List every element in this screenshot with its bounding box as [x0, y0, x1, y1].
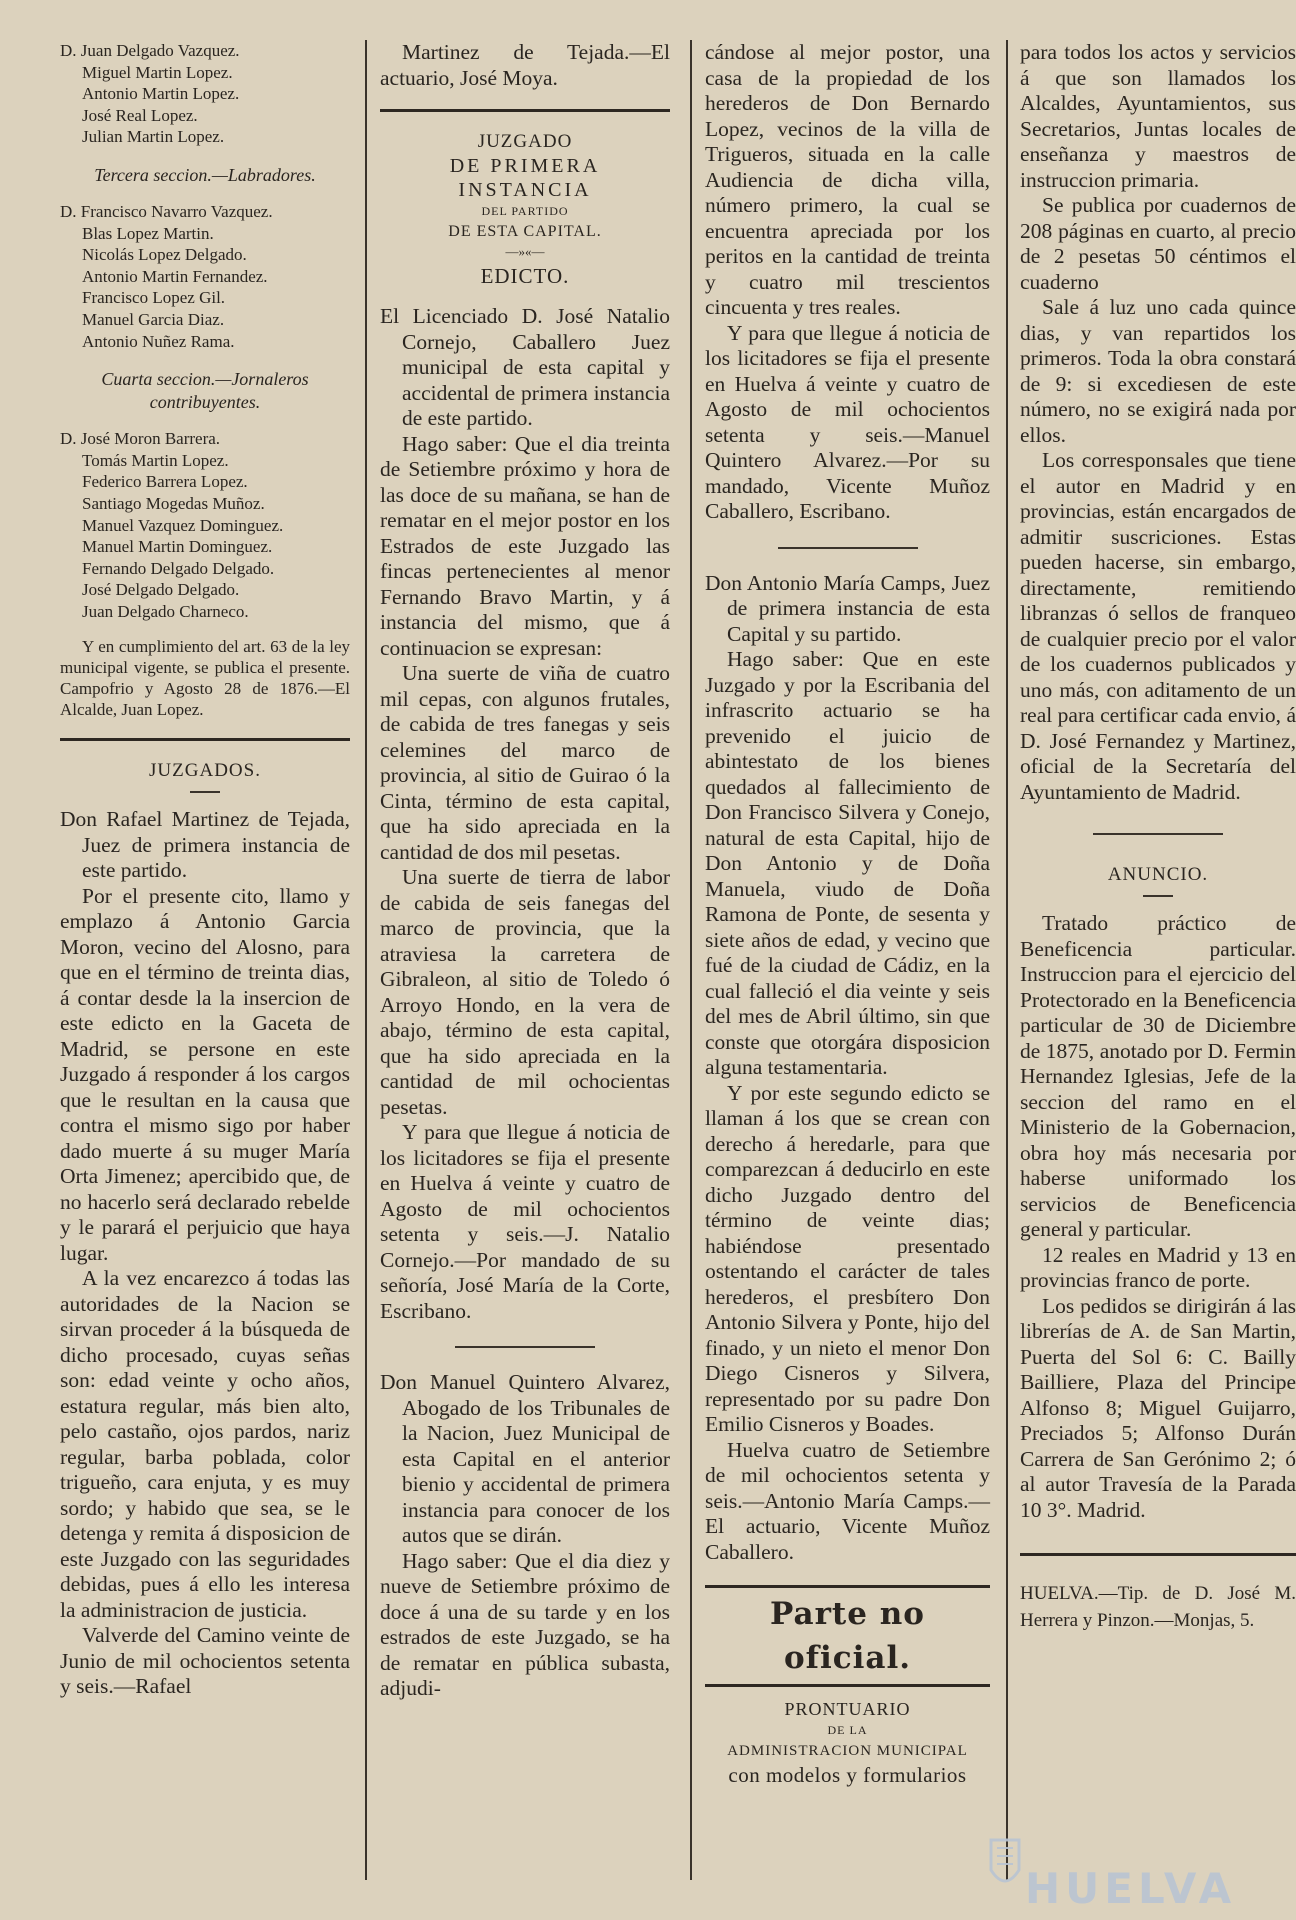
juror-name: Antonio Martin Fernandez. — [82, 266, 268, 286]
edict-paragraph: Y por este segundo edicto se llaman á los que se crean con derecho á heredarle, para que comparezcan á deducirlo en este dicho Juzgado dentro del término de veinte dias; habiéndose presentado ostentando el carácter de tales herederos, el presbítero Don Antonio Silvera y Ponte, hijo del finado, y un nieto el menor Don Diego Cisneros y Silvera, representado por su padre Don Emilio Cisneros y Boades. — [705, 1080, 990, 1436]
section-banner: Parte no oficial. — [705, 1585, 990, 1687]
edict-paragraph: Huelva cuatro de Setiembre de mil ochocientos setenta y seis.—Antonio María Camps.—El actuario, Vicente Muñoz Caballero. — [705, 1437, 990, 1564]
edict-paragraph: cándose al mejor postor, una casa de la propiedad de los herederos de Don Bernardo Lopez, vecinos de la villa de Trigueros, situada en la calle Audiencia de dicha villa, número primero, la cual se encuentra apreciada por los peritos en la cantidad de treinta y cuatro mil trescientos cincuenta y tres reales. — [705, 40, 990, 319]
section-heading: Cuarta seccion.—Jornaleros contribuyentes. — [101, 369, 309, 413]
section-divider — [778, 547, 918, 549]
juror-name: D. Francisco Navarro Vazquez. — [60, 201, 273, 221]
juror-name: D. Juan Delgado Vazquez. — [60, 41, 240, 60]
section-divider — [1020, 1553, 1296, 1556]
edict-paragraph: Hago saber: Que en este Juzgado y por la Escribania del infrascrito actuario se ha prevenido el juicio de abintestato de los bienes quedados al fallecimiento de Don Francisco Silvera y Conejo, natural de esta Capital, hijo de Don Antonio y de Doña Manuela, viudo de Doña Ramona de Ponte, de sesenta y siete años de edad, y vecino que fué de la ciudad de Cádiz, en la cual falleció el dia veinte y seis del mes de Abril último, sin que conste que otorgára disposicion alguna testamentaria. — [705, 647, 990, 1079]
juror-name: Federico Barrera Lopez. — [82, 472, 248, 492]
ad-paragraph: Se publica por cuadernos de 208 páginas en cuarto, al precio de 2 pesetas 50 céntimos el cuaderno — [1020, 193, 1296, 294]
ad-heading: PRONTUARIO — [784, 1699, 911, 1719]
juror-name: Tomás Martin Lopez. — [82, 450, 229, 470]
ad-paragraph: Los pedidos se dirigirán á las librerías de A. de San Martin, Puerta del Sol 6: C. Bailly Bailliere, Plaza del Principe Alfonso 8; Miguel Guijarro, Preciados 5; Alfonso Durán Carrera de San Gerónimo 2; ó al autor Travesía de la Parada 10 3°. Madrid. — [1020, 1293, 1296, 1522]
juror-name: Santiago Mogedas Muñoz. — [82, 493, 265, 513]
edict-paragraph: Martinez de Tejada.—El actuario, José Moya. — [380, 40, 670, 90]
juror-name: Nicolás Lopez Delgado. — [82, 245, 247, 265]
ad-paragraph: para todos los actos y servicios á que son llamados los Alcaldes, Ayuntamientos, sus Secretarios, Juntas locales de enseñanza y maestros de instruccion primaria. — [1020, 40, 1296, 192]
ad-heading: DE LA — [827, 1723, 868, 1737]
column-3 — [705, 40, 990, 1787]
edict-paragraph: Y para que llegue á noticia de los licitadores se fija el presente en Huelva á veinte y cuatro de Agosto de mil ochocientos setenta y seis.—J. Natalio Cornejo.—Por mandado de su señoría, José María de la Corte, Escribano. — [380, 1120, 670, 1323]
section-divider — [60, 738, 350, 741]
column-2 — [380, 40, 670, 1702]
juror-name: Antonio Nuñez Rama. — [82, 331, 235, 351]
edict-heading: Don Manuel Quintero Alvarez, Abogado de los Tribunales de la Nacion, Juez Municipal de esta Capital en el anterior bienio y accidental de primera instancia para conocer de los autos que se dirán. — [380, 1370, 670, 1547]
edict-title: EDICTO. — [480, 264, 570, 288]
juror-name: Antonio Martin Lopez. — [82, 84, 240, 104]
juror-name: Miguel Martin Lopez. — [82, 62, 233, 82]
section-title: JUZGADOS. — [149, 760, 261, 782]
printer-imprint: HUELVA.—Tip. de D. José M. Herrera y Pinzon.—Monjas, 5. — [1020, 1583, 1296, 1631]
ad-paragraph: Sale á luz uno cada quince dias, y van repartidos los primeros. Toda la obra constará de 9: si excediesen de este número, no se exigirá nada por ellos. — [1020, 295, 1296, 447]
crest-icon — [985, 1830, 1025, 1900]
column-rule — [365, 40, 367, 1880]
juror-name: Fernando Delgado Delgado. — [82, 558, 275, 578]
edict-paragraph: Por el presente cito, llamo y emplazo á Antonio Garcia Moron, vecino del Alosno, para que en el término de treinta dias, á contar desde la la insercion de este edicto en la Gaceta de Madrid, se persone en este Juzgado á responder á los cargos que le resultan en la causa que contra el mismo sigo por haber dado muerte á su muger María Orta Jimenez; apercibido que, de no hacerlo será declarado rebelde y le parará el perjuicio que haya lugar. — [60, 883, 350, 1265]
juror-name: D. José Moron Barrera. — [60, 429, 221, 449]
section-divider — [1093, 833, 1223, 835]
edict-paragraph: Valverde del Camino veinte de Junio de mil ochocientos setenta y seis.—Rafael — [60, 1623, 350, 1699]
juror-name: Juan Delgado Charneco. — [82, 601, 249, 621]
edict-heading: Don Antonio María Camps, Juez de primera instancia de esta Capital y su partido. — [705, 570, 990, 646]
edict-paragraph: Una suerte de viña de cuatro mil cepas, con algunos frutales, de cabida de tres fanegas y seis celemines del marco de provincia, al sitio de Guirao ó la Cinta, término de esta capital, que ha sido apreciada en la cantidad de dos mil pesetas. — [380, 661, 670, 864]
juror-name: Julian Martin Lopez. — [82, 127, 225, 147]
column-1 — [60, 40, 350, 1700]
section-divider — [380, 109, 670, 112]
column-rule — [690, 40, 692, 1880]
edict-paragraph: A la vez encarezco á todas las autoridades de la Nacion se sirvan proceder á la búsqueda de dicho procesado, cuyas señas son: edad veinte y ocho años, estatura regular, más bien alto, pelo castaño, ojos pardos, nariz regular, barba poblada, color trigueño, cara enjuta, y es muy sordo; y habido que sea, se le detenga y remita á disposicion de este Juzgado con las seguridades debidas, pues á ello les interesa la administracion de justicia. — [60, 1266, 350, 1622]
ad-paragraph: Tratado práctico de Beneficencia particular. Instruccion para el ejercicio del Protectorado en la Beneficencia particular de 30 de Diciembre de 1875, anotado por D. Fermin Hernandez Iglesias, Jefe de la seccion del ramo en el Ministerio de la Gobernacion, obra hoy más necesaria por haberse uniformado los servicios de Beneficencia general y particular. — [1020, 911, 1296, 1241]
ad-heading: ADMINISTRACION MUNICIPAL — [727, 1743, 968, 1759]
edict-heading: El Licenciado D. José Natalio Cornejo, Caballero Juez municipal de esta capital y accidental de primera instancia de este partido. — [380, 304, 670, 430]
ad-heading: con modelos y formularios — [728, 1763, 967, 1787]
title-dash — [190, 791, 220, 793]
ad-paragraph: 12 reales en Madrid y 13 en provincias franco de porte. — [1020, 1242, 1296, 1292]
section-heading: Tercera seccion.—Labradores. — [94, 164, 316, 185]
edict-paragraph: Y para que llegue á noticia de los licitadores se fija el presente en Huelva á veinte y cuatro de Agosto de mil ochocientos setenta y seis.—Manuel Quintero Alvarez.—Por su mandado, Vicente Muñoz Caballero, Escribano. — [705, 320, 990, 523]
juror-name: José Delgado Delgado. — [82, 580, 240, 600]
edict-paragraph: Hago saber: Que el dia treinta de Setiembre próximo y hora de las doce de su mañana, se han de rematar en el mejor postor en los Estrados de este Juzgado las fincas pertenecientes al menor Fernando Bravo Martin, y á instancia del mismo, que á continuacion se expresan: — [380, 431, 670, 660]
juror-name: Manuel Vazquez Dominguez. — [82, 515, 284, 535]
juror-name: Manuel Garcia Diaz. — [82, 309, 225, 329]
closing-note: Y en cumplimiento del art. 63 de la ley municipal vigente, se publica el presente. Campofrio y Agosto 28 de 1876.—El Alcalde, Juan Lopez. — [60, 637, 350, 720]
court-heading: DE PRIMERA INSTANCIA — [449, 155, 601, 201]
title-dash — [1143, 895, 1173, 897]
juror-name: Manuel Martin Dominguez. — [82, 537, 273, 557]
section-title: ANUNCIO. — [1107, 864, 1209, 885]
ornament: —»«— — [505, 244, 545, 259]
juror-name: Blas Lopez Martin. — [82, 223, 214, 243]
court-heading: DE ESTA CAPITAL. — [448, 223, 602, 240]
archive-watermark — [985, 1820, 1285, 1913]
section-divider — [455, 1346, 595, 1348]
edict-paragraph: Una suerte de tierra de labor de cabida de seis fanegas del marco de provincia, que la atraviesa la carretera de Gibraleon, al sitio de Toledo ó Arroyo Hondo, en la vera de abajo, término de esta capital, que ha sido apreciada en la cantidad de mil ochocientas pesetas. — [380, 865, 670, 1119]
court-heading: JUZGADO — [477, 131, 573, 152]
juror-name: Francisco Lopez Gil. — [82, 288, 226, 308]
watermark-text: HUELVA — [1025, 1864, 1237, 1913]
juror-name: José Real Lopez. — [82, 105, 198, 125]
edict-heading: Don Rafael Martinez de Tejada, Juez de primera instancia de este partido. — [60, 807, 350, 883]
ad-paragraph: Los corresponsales que tiene el autor en Madrid y en provincias, están encargados de admitir suscriciones. Estas pueden hacerse, sin embargo, directamente, remitiendo libranzas ó sellos de franqueo de cualquier precio por el valor de los cuadernos publicados y uno más, con aditamento de un real para certificar cada envio, á D. José Fernandez y Martinez, oficial de la Secretaría del Ayuntamiento de Madrid. — [1020, 448, 1296, 804]
edict-paragraph: Hago saber: Que el dia diez y nueve de Setiembre próximo de doce á una de su tarde y en los estrados de este Juzgado, se ha de rematar en pública subasta, adjudi- — [380, 1548, 670, 1700]
court-heading: DEL PARTIDO — [481, 204, 569, 218]
column-rule — [1006, 40, 1008, 1880]
column-4 — [1020, 40, 1296, 1634]
